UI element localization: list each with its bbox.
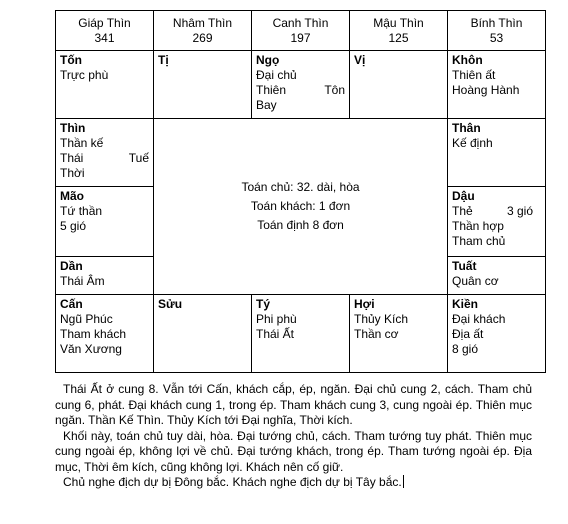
header-value: 197 — [290, 30, 311, 45]
cell-hoi — [350, 295, 448, 373]
cell-line: 5 gió — [60, 219, 87, 233]
cell-ti — [154, 51, 252, 119]
cell-title: Tốn — [60, 53, 82, 67]
cell-line: Phi phù — [256, 312, 297, 326]
paragraph: Khối này, toán chủ tuy dài, hòa. Đại tướng chủ, cách. Tham tướng tuy phát. Thiên mục cung ngoài ép, không lợi về chủ. Đại tướng khách, trong ép. Tham tướng ngoài ép. Địa mục, Thời êm kích, cũng không lợi. Khách nên cố giữ. — [55, 428, 532, 474]
cell-title: Ngọ — [256, 53, 280, 67]
cell-line: Tứ thần — [60, 204, 103, 218]
cung-grid — [55, 10, 546, 373]
cell-line: Địa ất — [452, 327, 484, 341]
cell-line-justified — [452, 204, 541, 219]
cell-title: Vị — [354, 53, 366, 67]
cell-tuat — [448, 257, 546, 295]
cell-line: Thần cơ — [354, 327, 399, 341]
cell-line: Thời — [60, 166, 85, 180]
cell-dan — [56, 257, 154, 295]
center-line: Toán chủ: 32. dài, hòa — [241, 180, 360, 194]
cell-line: Đại khách — [452, 312, 506, 326]
cell-line: Văn Xương — [60, 342, 122, 356]
cell-title: Dậu — [452, 189, 475, 203]
cell-line-justified — [256, 83, 345, 98]
paragraph: Thái Ất ở cung 8. Vẫn tới Cấn, khách cắp, ép, ngăn. Đại chủ cung 2, cách. Tham chủ cung 6, phát. Đại khách cung 1, trong ép. Tham khách cung 3, cung ngoài ép. Thiên mục ngăn. Thần Kế Thìn. Thủy Kích tới Đại nghĩa, Thời kích. — [55, 382, 532, 427]
header-name: Bính Thìn — [470, 15, 523, 30]
cell-title: Tuất — [452, 259, 477, 273]
header-cell — [154, 11, 252, 51]
header-name: Canh Thìn — [272, 15, 329, 30]
cell-line: Trực phù — [60, 68, 109, 82]
cell-suu — [154, 295, 252, 373]
header-cell — [448, 11, 546, 51]
cell-title: Hợi — [354, 297, 375, 311]
cell-word: Tuế — [128, 151, 149, 165]
cell-kien — [448, 295, 546, 373]
center-line: Toán khách: 1 đơn — [250, 199, 351, 213]
header-cell — [252, 11, 350, 51]
paragraph — [55, 475, 532, 491]
cell-ty — [252, 295, 350, 373]
center-line: Toán định 8 đơn — [257, 218, 344, 232]
cell-word: Thái — [60, 151, 84, 165]
cell-thin — [56, 119, 154, 187]
cell-ngo — [252, 51, 350, 119]
header-value: 341 — [94, 30, 115, 45]
cell-title: Tý — [256, 297, 271, 311]
cell-line: Bay — [256, 98, 277, 112]
text-cursor — [403, 475, 404, 488]
header-name: Mậu Thìn — [373, 15, 424, 30]
cell-title: Sửu — [158, 297, 183, 311]
cell-word: Thẻ — [452, 204, 473, 218]
cell-title: Cấn — [60, 297, 83, 311]
paragraph-text: Chủ nghe địch dự bị Đông bắc. Khách nghe địch dự bị Tây bắc. — [63, 475, 402, 489]
header-name: Giáp Thìn — [78, 15, 131, 30]
cell-line: Tham chủ — [452, 234, 506, 248]
cell-line: Thần kế — [60, 136, 104, 150]
cell-word: Thiên — [256, 83, 287, 97]
cell-word: 3 gió — [506, 204, 533, 218]
cell-dau — [448, 187, 546, 257]
cell-line: 8 gió — [452, 342, 479, 356]
header-value: 53 — [489, 30, 504, 45]
center-summary — [154, 119, 448, 295]
cell-title: Kiền — [452, 297, 479, 311]
header-value: 269 — [192, 30, 213, 45]
cell-line: Đại chủ — [256, 68, 297, 82]
cell-than — [448, 119, 546, 187]
cell-khon — [448, 51, 546, 119]
cell-ton — [56, 51, 154, 119]
cell-line: Thủy Kích — [354, 312, 409, 326]
cell-title: Tị — [158, 53, 169, 67]
cell-line: Kế định — [452, 136, 493, 150]
cell-title: Mão — [60, 189, 84, 203]
cell-vi — [350, 51, 448, 119]
cell-line: Hoàng Hành — [452, 83, 520, 97]
cell-line: Thần hợp — [452, 219, 504, 233]
cell-title: Khôn — [452, 53, 483, 67]
cell-line: Ngũ Phúc — [60, 312, 113, 326]
cell-line: Thái Ất — [256, 327, 295, 341]
cell-title: Thân — [452, 121, 481, 135]
header-value: 125 — [388, 30, 409, 45]
cell-title: Thìn — [60, 121, 86, 135]
header-cell — [350, 11, 448, 51]
cell-line: Tham khách — [60, 327, 127, 341]
cell-line: Quân cơ — [452, 274, 499, 288]
header-name: Nhâm Thìn — [172, 15, 233, 30]
cell-line-justified — [60, 151, 149, 166]
cell-line: Thái Âm — [60, 274, 105, 288]
cell-word: Tôn — [324, 83, 345, 97]
header-cell — [56, 11, 154, 51]
body-text[interactable] — [55, 382, 532, 491]
cell-line: Thiên ất — [452, 68, 496, 82]
cell-can — [56, 295, 154, 373]
cell-title: Dần — [60, 259, 83, 273]
cell-mao — [56, 187, 154, 257]
